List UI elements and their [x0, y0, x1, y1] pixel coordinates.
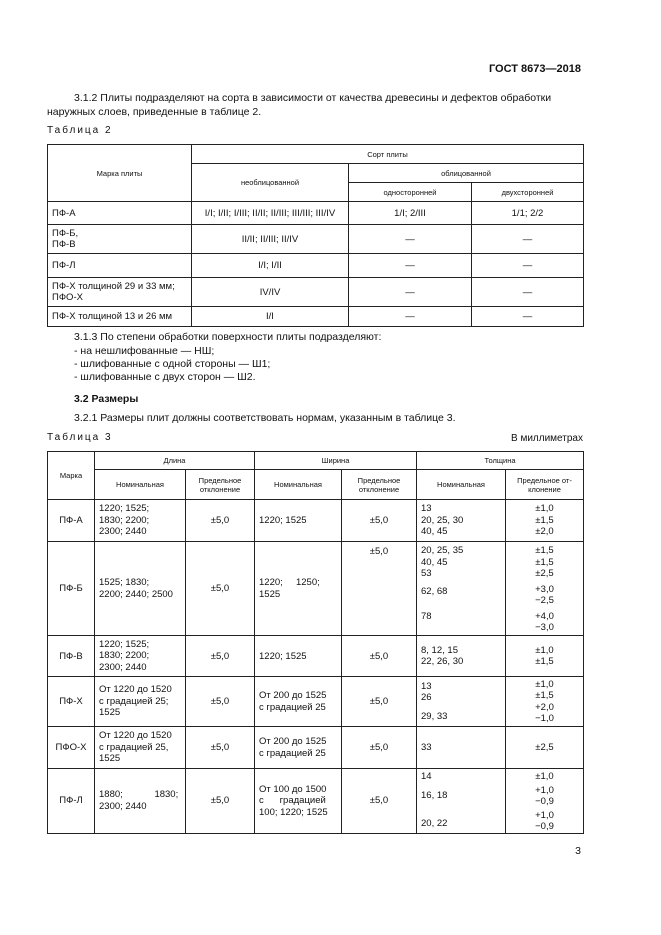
table-3	[47, 451, 584, 834]
t3-length-dev: ±5,0	[186, 769, 255, 834]
t3-length: От 1220 до 1520 с градацией 25; 1525	[95, 677, 186, 727]
t3-width-dev: ±5,0	[342, 727, 417, 769]
t3-length: 1220; 1525; 1830; 2200; 2300; 2440	[95, 636, 186, 677]
t3-length-dev: ±5,0	[186, 677, 255, 727]
t3-header-thickness: Толщина	[417, 452, 584, 470]
t3-width-dev: ±5,0	[342, 677, 417, 727]
t3-header-thk-nominal: Номинальная	[417, 470, 506, 500]
t2-two: —	[472, 254, 584, 278]
t3-length-dev: ±5,0	[186, 636, 255, 677]
t3-length: От 1220 до 1520 с градацией 25, 1525	[95, 727, 186, 769]
t2-unfaced: I/I; I/II	[192, 254, 349, 278]
t2-mark: ПФ-Б, ПФ-В	[48, 225, 192, 254]
t2-two: 1/1; 2/2	[472, 202, 584, 225]
t3-width: 1220; 1525	[255, 636, 342, 677]
t3-width-dev: ±5,0	[342, 542, 417, 636]
t3-thickness: 20, 25, 35 40, 45 53 62, 68 78	[417, 542, 506, 636]
document-code: ГОСТ 8673—2018	[488, 63, 581, 75]
t2-header-faced: облицованной	[349, 164, 584, 183]
t3-length-dev: ±5,0	[186, 727, 255, 769]
t2-header-mark: Марка плиты	[48, 145, 192, 202]
table-row	[48, 542, 584, 636]
t2-one: 1/I; 2/III	[349, 202, 472, 225]
t3-thickness: 33	[417, 727, 506, 769]
t2-header-unfaced: необлицованной	[192, 164, 349, 202]
t3-mark: ПФ-В	[48, 636, 95, 677]
t2-unfaced: I/I; I/II; I/III; II/II; II/III; III/III; III/IV	[192, 202, 349, 225]
table-row	[48, 225, 584, 254]
table-row	[48, 254, 584, 278]
t3-header-wid-deviation: Предельное отклонение	[342, 470, 417, 500]
table-row	[48, 636, 584, 677]
table-row	[48, 769, 584, 834]
t2-two: —	[472, 307, 584, 327]
t3-width-dev: ±5,0	[342, 636, 417, 677]
t3-header-length: Длина	[95, 452, 255, 470]
t2-two: —	[472, 278, 584, 307]
table-row	[48, 202, 584, 225]
table-row	[48, 500, 584, 542]
t3-thickness: 8, 12, 15 22, 26, 30	[417, 636, 506, 677]
t3-thickness: 14 16, 18 20, 22	[417, 769, 506, 834]
t3-length-dev: ±5,0	[186, 500, 255, 542]
paragraph-312-line2: наружных слоев, приведенные в таблице 2.	[47, 106, 262, 118]
t3-mark: ПФ-Б	[48, 542, 95, 636]
t2-one: —	[349, 225, 472, 254]
t3-width: От 200 до 1525 с градацией 25	[255, 727, 342, 769]
t3-width-dev: ±5,0	[342, 769, 417, 834]
table-row	[48, 727, 584, 769]
t2-mark: ПФ-Л	[48, 254, 192, 278]
table-2	[47, 144, 584, 327]
t3-thickness-dev: ±1,0 ±1,5 ±2,0	[506, 500, 584, 542]
t3-width: От 200 до 1525 с градацией 25	[255, 677, 342, 727]
t3-header-mark: Марка	[48, 452, 95, 500]
t2-one: —	[349, 254, 472, 278]
paragraph-321: 3.2.1 Размеры плит должны соответствовать нормам, указанным в таблице 3.	[74, 412, 456, 424]
list-item: - шлифованные с двух сторон — Ш2.	[74, 371, 256, 383]
t2-header-two-sided: двухсторонней	[472, 183, 584, 202]
t2-mark: ПФ-А	[48, 202, 192, 225]
t3-length: 1880; 1830; 2300; 2440	[95, 769, 186, 834]
t2-header-one-sided: односторонней	[349, 183, 472, 202]
t3-length-dev: ±5,0	[186, 542, 255, 636]
t3-length: 1220; 1525; 1830; 2200; 2300; 2440	[95, 500, 186, 542]
list-item: - на нешлифованные — НШ;	[74, 345, 215, 357]
t3-thickness-dev: ±2,5	[506, 727, 584, 769]
t3-thickness-dev: ±1,5 ±1,5 ±2,5 +3,0 −2,5 +4,0 −3,0	[506, 542, 584, 636]
t2-two: —	[472, 225, 584, 254]
section-title-sizes: 3.2 Размеры	[74, 393, 139, 405]
t3-mark: ПФ-Х	[48, 677, 95, 727]
list-item: - шлифованные с одной стороны — Ш1;	[74, 358, 271, 370]
table2-caption: Таблица 2	[47, 125, 113, 136]
table-row	[48, 307, 584, 327]
t3-length: 1525; 1830; 2200; 2440; 2500	[95, 542, 186, 636]
t3-header-len-deviation: Предельное отклонение	[186, 470, 255, 500]
t2-one: —	[349, 278, 472, 307]
table3-units: В миллиметрах	[511, 433, 583, 444]
table-row	[48, 278, 584, 307]
table-row	[48, 677, 584, 727]
t3-thickness: 13 26 29, 33	[417, 677, 506, 727]
t3-thickness-dev: ±1,0 ±1,5 +2,0 −1,0	[506, 677, 584, 727]
t2-one: —	[349, 307, 472, 327]
t3-header-wid-nominal: Номинальная	[255, 470, 342, 500]
t3-thickness-dev: ±1,0 +1,0 −0,9 +1,0 −0,9	[506, 769, 584, 834]
t2-unfaced: I/I	[192, 307, 349, 327]
t3-thickness-dev: ±1,0 ±1,5	[506, 636, 584, 677]
paragraph-313: 3.1.3 По степени обработки поверхности плиты подразделяют:	[74, 331, 382, 343]
t2-header-sort: Сорт плиты	[192, 145, 584, 164]
t3-width-dev: ±5,0	[342, 500, 417, 542]
t3-header-width: Ширина	[255, 452, 417, 470]
t3-mark: ПФ-Л	[48, 769, 95, 834]
paragraph-312-line1: 3.1.2 Плиты подразделяют на сорта в зависимости от качества древесины и дефектов обработки	[74, 92, 552, 104]
t3-width: 1220; 1525	[255, 500, 342, 542]
t3-header-thk-deviation: Предельное от-клонение	[506, 470, 584, 500]
t3-mark: ПФО-Х	[48, 727, 95, 769]
t3-header-len-nominal: Номинальная	[95, 470, 186, 500]
t2-unfaced: II/II; II/III; II/IV	[192, 225, 349, 254]
t3-mark: ПФ-А	[48, 500, 95, 542]
table3-caption: Таблица 3	[47, 432, 113, 443]
t2-unfaced: IV/IV	[192, 278, 349, 307]
t3-width: 1220; 1250; 1525	[255, 542, 342, 636]
t2-mark: ПФ-Х толщиной 13 и 26 мм	[48, 307, 192, 327]
page-number: 3	[575, 845, 581, 857]
t3-width: От 100 до 1500 с градацией 100; 1220; 1525	[255, 769, 342, 834]
t3-thickness: 13 20, 25, 30 40, 45	[417, 500, 506, 542]
t2-mark: ПФ-Х толщиной 29 и 33 мм; ПФО-Х	[48, 278, 192, 307]
